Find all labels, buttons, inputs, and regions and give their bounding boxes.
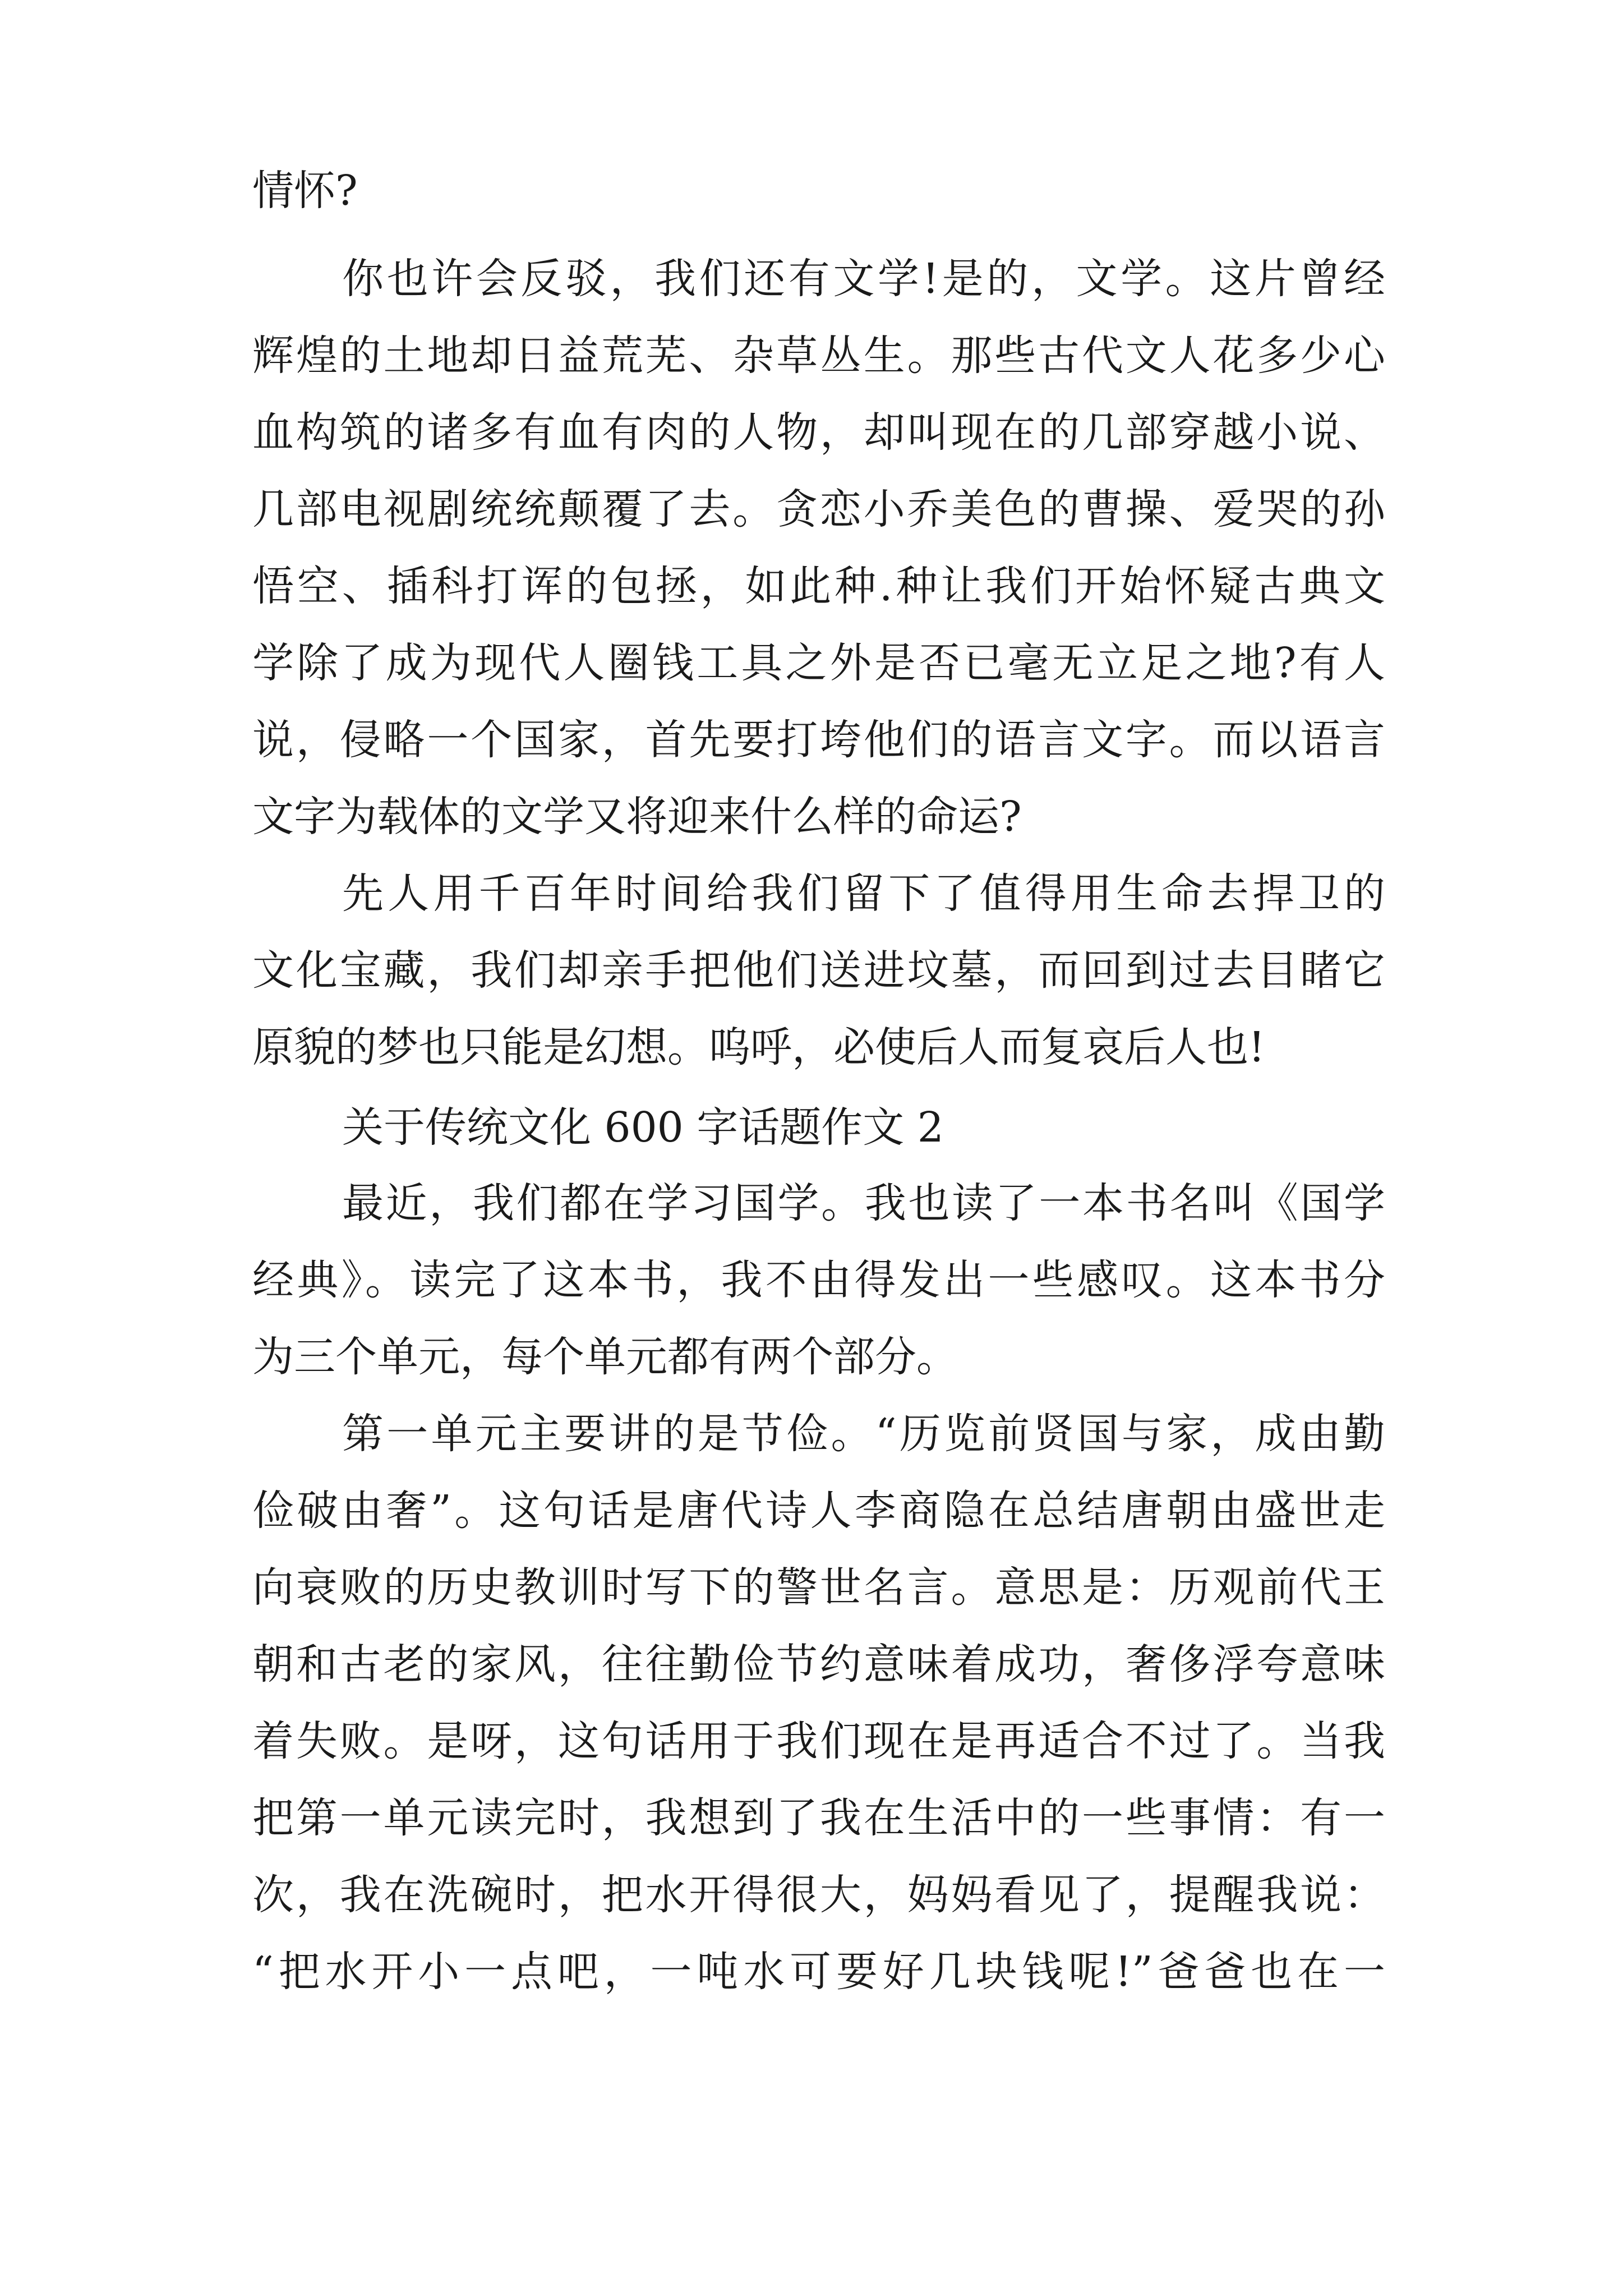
- text-line: 俭破由奢”。这句话是唐代诗人李商隐在总结唐朝由盛世走: [252, 1487, 1385, 1535]
- text-line: “把水开小一点吧，一吨水可要好几块钱呢!”爸爸也在一: [252, 1948, 1385, 1996]
- text-line: 辉煌的土地却日益荒芜、杂草丛生。那些古代文人花多少心: [252, 332, 1385, 380]
- text-line: 说，侵略一个国家，首先要打垮他们的语言文字。而以语言: [252, 716, 1385, 764]
- text-line: 次，我在洗碗时，把水开得很大，妈妈看见了，提醒我说：: [252, 1871, 1385, 1919]
- text-line: 先人用千百年时间给我们留下了值得用生命去捍卫的: [342, 869, 1385, 918]
- text-line: 文化宝藏，我们却亲手把他们送进坟墓，而回到过去目睹它: [252, 946, 1385, 995]
- text-line: 血构筑的诸多有血有肉的人物，却叫现在的几部穿越小说、: [252, 408, 1385, 457]
- text-line: 把第一单元读完时，我想到了我在生活中的一些事情：有一: [252, 1794, 1385, 1842]
- text-line: 为三个单元，每个单元都有两个部分。: [252, 1333, 958, 1381]
- text-line: 几部电视剧统统颠覆了去。贪恋小乔美色的曹操、爱哭的孙: [252, 485, 1385, 533]
- text-line: 学除了成为现代人圈钱工具之外是否已毫无立足之地?有人: [252, 639, 1385, 687]
- text-line: 最近，我们都在学习国学。我也读了一本书名叫《国学: [342, 1179, 1385, 1227]
- text-line: 经典》。读完了这本书，我不由得发出一些感叹。这本书分: [252, 1256, 1385, 1304]
- text-line: 第一单元主要讲的是节俭。“历览前贤国与家，成由勤: [342, 1410, 1385, 1458]
- text-line: 悟空、插科打诨的包拯，如此种.种让我们开始怀疑古典文: [252, 562, 1385, 610]
- text-line: 原貌的梦也只能是幻想。呜呼，必使后人而复哀后人也!: [252, 1023, 1265, 1071]
- text-line: 向衰败的历史教训时写下的警世名言。意思是：历观前代王: [252, 1563, 1385, 1612]
- text-line: 文字为载体的文学又将迎来什么样的命运?: [252, 793, 1022, 841]
- text-line: 着失败。是呀，这句话用于我们现在是再适合不过了。当我: [252, 1717, 1385, 1765]
- section-heading: 关于传统文化 600 字话题作文 2: [342, 1103, 944, 1152]
- text-line: 情怀?: [252, 167, 358, 215]
- text-line: 朝和古老的家风，往往勤俭节约意味着成功，奢侈浮夸意味: [252, 1640, 1385, 1688]
- text-line: 你也许会反驳，我们还有文学!是的，文学。这片曾经: [342, 255, 1385, 303]
